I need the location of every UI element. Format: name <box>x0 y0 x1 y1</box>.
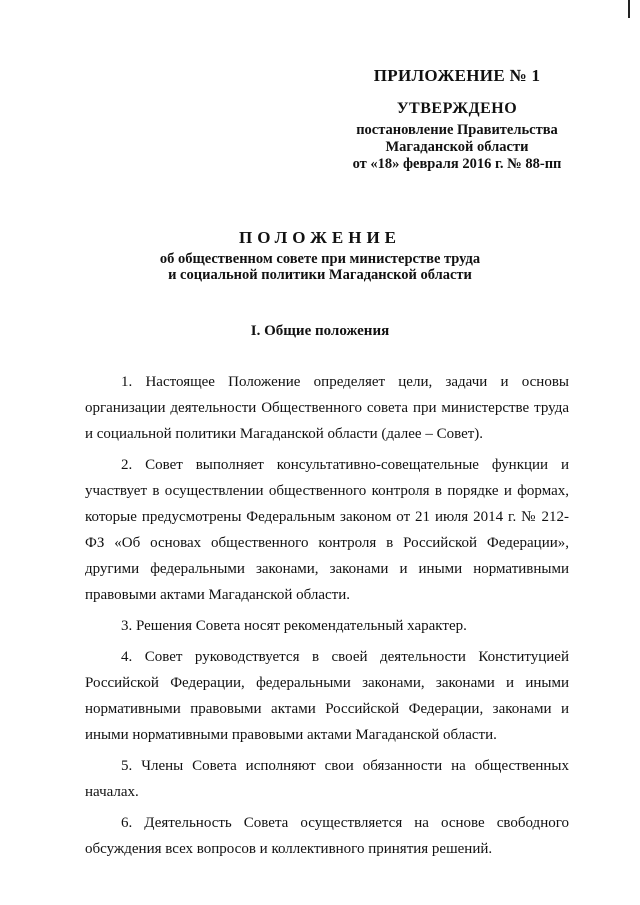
appendix-number: ПРИЛОЖЕНИЕ № 1 <box>373 66 541 85</box>
document-subtitle-line: об общественном совете при министерстве труда <box>159 251 481 267</box>
document-title: ПОЛОЖЕНИЕ <box>239 228 401 247</box>
approved-date-line: от «18» февраля 2016 г. № 88-пп <box>352 156 562 172</box>
paragraph-5: 5. Члены Совета исполняют свои обязанности на общественных началах. <box>85 758 569 800</box>
document-body <box>85 369 569 867</box>
document-title-block <box>0 228 640 283</box>
document-subtitle-line: и социальной политики Магаданской области <box>168 267 472 283</box>
approved-region-line: Магаданской области <box>385 139 529 155</box>
approved-by-line: постановление Правительства <box>356 122 558 138</box>
paragraph-3: 3. Решения Совета носят рекомендательный характер. <box>121 618 467 634</box>
section-heading: I. Общие положения <box>250 323 390 339</box>
paragraph-4: 4. Совет руководствуется в своей деятельности Конституцией Российской Федерации, федеральными законами, законами и иными нормативными правовыми актами Российской Федерации, законами и иными нормативными правовыми актами Магаданской области. <box>85 649 569 743</box>
paragraph-2: 2. Совет выполняет консультативно-совещательные функции и участвует в осуществлении общественного контроля в порядке и формах, которые предусмотрены Федеральным законом от 21 июля 2014 г. № 212-ФЗ «Об основах общественного контроля в Российской Федерации», другими федеральными законами, законами и иными нормативными правовыми актами Магаданской области. <box>85 457 569 603</box>
paragraph-1: 1. Настоящее Положение определяет цели, задачи и основы организации деятельности Общественного совета при министерстве труда и социальной политики Магаданской области (далее – Совет). <box>85 374 569 442</box>
approved-label: УТВЕРЖДЕНО <box>396 100 518 117</box>
paragraph-6: 6. Деятельность Совета осуществляется на основе свободного обсуждения всех вопросов и коллективного принятия решений. <box>85 815 569 857</box>
approval-header <box>342 66 572 173</box>
scan-edge-mark <box>628 0 630 18</box>
